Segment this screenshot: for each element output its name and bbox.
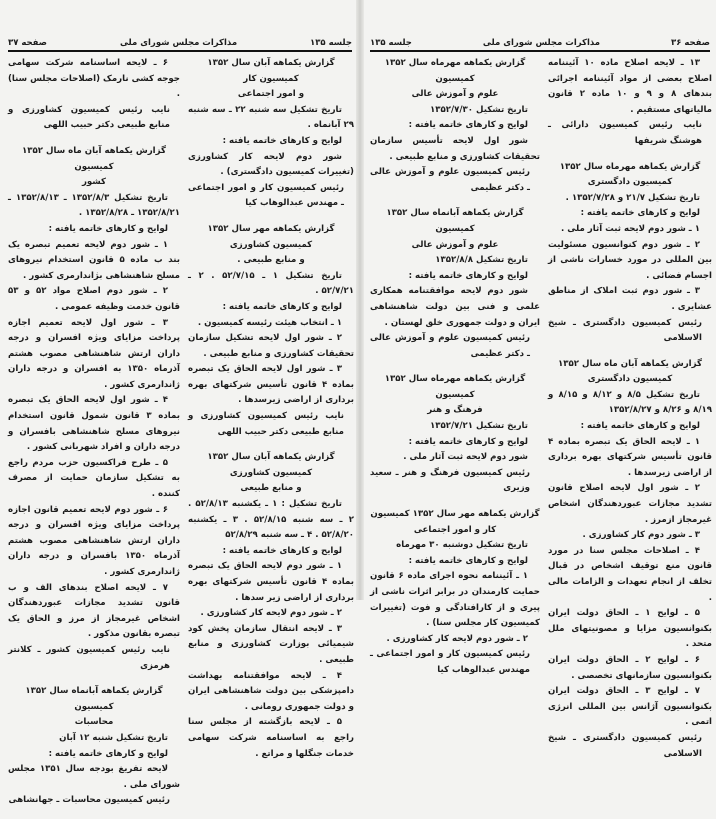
paragraph: ۵ ـ لوایح ۱ ـ الحاق دولت ایران بکنوانسیون مزایا و مصونیتهای ملل متحد . (548, 608, 712, 650)
paragraph: ۲ ـ شور دوم اصلاح مواد ۵۲ و ۵۳ قانون خدمت وظیفه عمومی . (8, 286, 180, 312)
paragraph: ۴ ـ لایحه موافقتنامه بهداشت دامپزشکی بین دولت شاهنشاهی ایران و دولت جمهوری رومانی . (188, 670, 354, 712)
report-heading: کشور (81, 177, 107, 188)
signature-line: نایب رئیس کمیسیون کشاورزی و منابع طبیعی دکتر حبیب اللهی (8, 104, 170, 131)
report-heading: فرهنگ و هنر (427, 405, 483, 416)
paragraph: لوایح و کارهای خاتمه یافته : (580, 208, 700, 219)
page-header (370, 36, 710, 52)
paragraph: لوایح و کارهای خاتمه یافته : (48, 223, 168, 234)
publication-title: مذاکرات مجلس شورای ملی (482, 38, 601, 48)
paragraph: ۲ ـ شور دوم کنوانسیون مسئولیت بین المللی در مورد خسارات ناشی از اجسام فضائی . (548, 239, 712, 281)
paragraph: ۱ ـ شور دوم لایحه الحاق یک تبصره بماده ۴ قانون تأسیس شرکتهای بهره برداری از اراضی زیر سدها . (188, 561, 354, 603)
paragraph: شور اول لایحه تأسیس سازمان تحقیقات کشاورزی و منابع طبیعی . (370, 135, 540, 162)
paragraph: لوایح و کارهای خاتمه یافته : (408, 555, 528, 566)
report-heading: گزارش یکماهه مهرماه سال ۱۳۵۲ کمیسیون (384, 58, 526, 84)
paragraph: تاریخ تشکیل ۱۳۵۲/۷/۲۱ (430, 421, 528, 432)
paragraph: لوایح و کارهای خاتمه یافته : (48, 748, 168, 759)
left-page (0, 0, 358, 806)
signature-line: رئیس کمیسیون کار و امور اجتماعی ـ مهندس عبدالوهاب کیا (370, 649, 530, 675)
paragraph: لوایح و کارهای خاتمه یافته : (408, 436, 528, 447)
page-number: صفحه ۳۶ (671, 38, 710, 48)
report-heading: گزارش یکماهه مهرماه سال ۱۳۵۲ کمیسیون (384, 374, 526, 400)
signature-line: رئیس کمیسیون فرهنگ و هنر ـ سعید وزیری (370, 467, 530, 494)
paragraph: ۷ ـ لوایح ۳ ـ الحاق دولت ایران بکنوانسیون آژانس بین المللی انرژی اتمی . (548, 686, 712, 728)
text-column (8, 56, 180, 819)
publication-title: مذاکرات مجلس شورای ملی (119, 38, 238, 48)
signature-line: رئیس کمیسیون دادگستری ـ شیخ الاسلامی (548, 317, 702, 344)
paragraph: ۳ ـ شور دوم کار کشاورزی . (582, 530, 700, 541)
report-heading: و منابع طبیعی (240, 483, 302, 494)
paragraph: ۱ ـ شور دوم لایحه تعمیم تبصره یک بند ب ماده ۵ قانون استخدام نیروهای مسلح شاهنشاهی بژاندارمری کشور . (8, 239, 180, 281)
paragraph: شور دوم لایحه کار کشاورزی (تغییرات کمیسیون دادگستری) . (188, 151, 354, 178)
paragraph: تاریخ تشکیل سه شنبه ۲۲ ـ سه شنبه ۲۹ آبانماه . (188, 104, 354, 131)
paragraph: ۱ ـ انتخاب هیئت رئیسه کمیسیون . (197, 317, 342, 328)
paragraph: ۴ ـ شور اول لایحه الحاق یک تبصره بماده ۳ قانون شمول قانون استخدام نیروهای مسلح شاهنشاهی بافسران و درجه داران و افراد شهربانی کشور . (8, 395, 180, 453)
report-heading: گزارش یکماهه آبانماه سال ۱۳۵۲ کمیسیون (386, 208, 524, 234)
signature-line: رئیس کمیسیون دادگستری ـ شیخ الاسلامی (548, 732, 702, 759)
paragraph: لوایح و کارهای خاتمه یافته : (580, 421, 700, 432)
paragraph: ۶ ـ شور دوم لایحه تعمیم قانون اجازه پرداخت مزایای ویژه افسران و درجه داران ارتش شاهنشاهی مصوب هشتم آذرماه ۱۳۵۰ بافسران و درجه داران ژاندارمری کشور . (8, 504, 181, 577)
report-heading: کار و امور اجتماعی (413, 524, 497, 535)
paragraph: ۶ ـ لایحه اساسنامه شرکت سهامی جوجه کشی نارمک (اصلاحات مجلس سنا) . (8, 58, 180, 100)
signature-line: نایب رئیس کمیسیون کشاورزی و منابع طبیعی دکتر حبیب اللهی (188, 411, 344, 437)
signature-line: رئیس کمیسیون کار و امور اجتماعی ـ مهندس عبدالوهاب کیا (188, 182, 344, 209)
session-number: جلسه ۱۳۵ (310, 38, 352, 48)
report-heading: گزارش یکماهه مهر سال ۱۳۵۲ کمیسیون (370, 509, 540, 520)
paragraph: ۳ ـ لایحه انتقال سازمان پخش کود شیمیائی بوزارت کشاورزی و منابع طبیعی . (188, 623, 354, 665)
paragraph: تاریخ تشکیل : ۱ ـ یکشنبه ۵۲/۸/۱۳ . ۲ ـ سه شنبه ۵۲/۸/۱۵ . ۳ ـ یکشنبه ۵۲/۸/۲۰ . ۴ ـ سه شنبه ۵۲/۸/۲۹ (188, 499, 355, 541)
session-number: جلسه ۱۳۵ (370, 38, 412, 48)
paragraph: ۶ ـ لوایح ۲ ـ الحاق دولت ایران بکنوانسیون سازمانهای تخصصی . (548, 654, 712, 681)
report-heading: گزارش یکماهه آبان ماه سال ۱۳۵۲ کمیسیون (22, 145, 166, 172)
paragraph: ۴ ـ اصلاحات مجلس سنا در مورد قانون منع توقیف اشخاص در قبال تخلف از انجام تعهدات و الزامات مالی . (548, 545, 712, 603)
signature-line: نایب رئیس کمیسیون کشور ـ کلانتر هرمزی (8, 644, 170, 671)
paragraph: تاریخ تشکیل ۱ ـ ۵۲/۷/۱۵ . ۲ ـ ۵۲/۷/۲۱ . (188, 270, 354, 297)
paragraph: لوایح و کارهای خاتمه یافته : (408, 270, 528, 281)
page-number: صفحه ۳۷ (8, 38, 47, 48)
paragraph: ۱ ـ لایحه الحاق یک تبصره بماده ۴ قانون تأسیس شرکتهای بهره برداری از اراضی زیرسدها . (548, 436, 712, 478)
text-column (188, 56, 354, 762)
paragraph: ۲ ـ شور اول لایحه اصلاح قانون تشدید مجازات عبوردهندگان اشخاص غیرمجاز ازمرز . (548, 483, 712, 525)
report-heading: گزارش یکماهه مهر سال ۱۳۵۲ کمیسیون کشاورزی (207, 223, 335, 250)
paragraph: لوایح و کارهای خاتمه یافته : (222, 135, 342, 146)
page-header (8, 36, 352, 52)
report-heading: گزارش یکماهه آبان سال ۱۳۵۲ کمیسیون کار (207, 58, 335, 84)
paragraph: ۱۳ ـ لایحه اصلاح ماده ۱۰ آئیننامه اصلاح بعضی از مواد آئیننامه اجرائی بندهای ۸ و ۹ و ۱۰ ماده ۲ قانون مالیاتهای مستقیم . (548, 58, 713, 115)
paragraph: ۳ ـ شور اول لایحه الحاق یک تبصره بماده ۴ قانون تأسیس شرکتهای بهره برداری از اراضی زیرسدها . (188, 364, 354, 406)
report-heading: گزارش یکماهه آبانماه سال ۱۳۵۲ کمیسیون (25, 686, 163, 712)
paragraph: شور دوم لایحه ثبت آثار ملی . (403, 452, 528, 463)
paragraph: شور دوم لایحه موافقتنامه همکاری علمی و فنی بین دولت شاهنشاهی ایران و دولت جمهوری خلق لهستان . (370, 286, 540, 328)
report-heading: و امور اجتماعی (237, 89, 305, 100)
paragraph: ۳ ـ شور دوم ثبت املاک از مناطق عشایری . (548, 286, 712, 312)
report-heading: و منابع طبیعی . (237, 255, 305, 266)
paragraph: تاریخ تشکیل دوشنبه ۳۰ مهرماه (396, 540, 528, 551)
text-column (370, 56, 540, 689)
report-heading: کمیسیون دادگستری (587, 374, 673, 385)
paragraph: تاریخ تشکیل ۸/۵ و ۸/۱۲ و ۸/۱۵ و ۸/۱۹ و ۸/۲۶ و ۱۳۵۲/۸/۲۷ (548, 389, 712, 416)
signature-line: رئیس کمیسیون محاسبات ـ جهانشاهی (8, 795, 170, 806)
paragraph: ۲ ـ شور دوم لایحه کار کشاورزی . (200, 608, 342, 619)
report-heading: علوم و آموزش عالی (411, 89, 499, 100)
report-heading: گزارش یکماهه آبان سال ۱۳۵۲ کمیسیون کشاورزی (207, 452, 335, 478)
paragraph: تاریخ تشکیل ۱۳۵۲/۷/۳۰ (430, 104, 528, 115)
paragraph: ۳ ـ شور اول لایحه تعمیم اجازه پرداخت مزایای ویژه افسران و درجه داران ارتش شاهنشاهی مصوب هشتم آذرماه ۱۳۵۰ به افسران و درجه داران ژاندارمری کشور . (8, 317, 180, 390)
report-heading: کمیسیون دادگستری (587, 177, 673, 188)
paragraph: لوایح و کارهای خاتمه یافته : (222, 545, 342, 556)
report-heading: محاسبات (74, 717, 114, 728)
paragraph: ۱ ـ آئیننامه نحوه اجرای ماده ۶ قانون حمایت کارمندان در برابر اثرات ناشی از پیری و از کارافتادگی و فوت (تغییرات کمیسیون کار مجلس سنا) . (370, 571, 540, 629)
report-heading: علوم و آموزش عالی (411, 239, 499, 250)
paragraph: لوایح و کارهای خاتمه یافته : (222, 301, 342, 312)
report-heading: گزارش یکماهه مهرماه سال ۱۳۵۲ (559, 161, 701, 172)
paragraph: ۱ ـ شور دوم لایحه ثبت آثار ملی . (561, 223, 700, 234)
paragraph: لایحه تفریغ بودجه سال ۱۳۵۱ مجلس شورای ملی . (8, 764, 180, 790)
text-column (548, 56, 712, 772)
right-page (362, 0, 716, 759)
paragraph: ۵ ـ لایحه بازگشته از مجلس سنا راجع به اساسنامه شرکت سهامی خدمات جنگلها و مراتع . (188, 717, 354, 759)
report-heading: گزارش یکماهه آبان ماه سال ۱۳۵۲ (558, 358, 702, 369)
paragraph: ۲ ـ شور اول لایحه تشکیل سازمان تحقیقات کشاورزی و منابع طبیعی . (188, 333, 354, 359)
signature-line: نایب رئیس کمیسیون دارائی ـ هوشنگ شریفها (548, 120, 702, 146)
paragraph: تاریخ تشکیل ۲۱/۷ و ۱۳۵۲/۷/۲۸ . (565, 192, 700, 203)
paragraph: تاریخ تشکیل شنبه ۱۲ آبان (59, 732, 168, 743)
paragraph: ۵ ـ طرح فراکسیون حزب مردم راجع به تشکیل سازمان حمایت از مصرف کننده . (8, 457, 180, 500)
signature-line: رئیس کمیسیون علوم و آموزش عالی ـ دکتر عظیمی (370, 333, 530, 359)
paragraph: ۷ ـ لایحه اصلاح بندهای الف و ب قانون تشدید مجازات عبوردهندگان اشخاص غیرمجاز از مرز و الحاق یک تبصره بقانون مذکور . (8, 582, 180, 640)
paragraph: تاریخ تشکیل ۱۳۵۲/۸/۸ (435, 255, 528, 266)
signature-line: رئیس کمیسیون علوم و آموزش عالی ـ دکتر عظیمی (370, 167, 530, 193)
paragraph: ۲ ـ شور دوم لایحه کار کشاورزی . (386, 633, 528, 644)
paragraph: لوایح و کارهای خاتمه یافته : (408, 120, 528, 131)
paragraph: تاریخ تشکیل ۱۳۵۲/۸/۳ ـ ۱۳۵۲/۸/۱۳ ـ ۱۳۵۲/۸/۲۱ ـ ۱۳۵۲/۸/۲۸ . (8, 192, 180, 219)
